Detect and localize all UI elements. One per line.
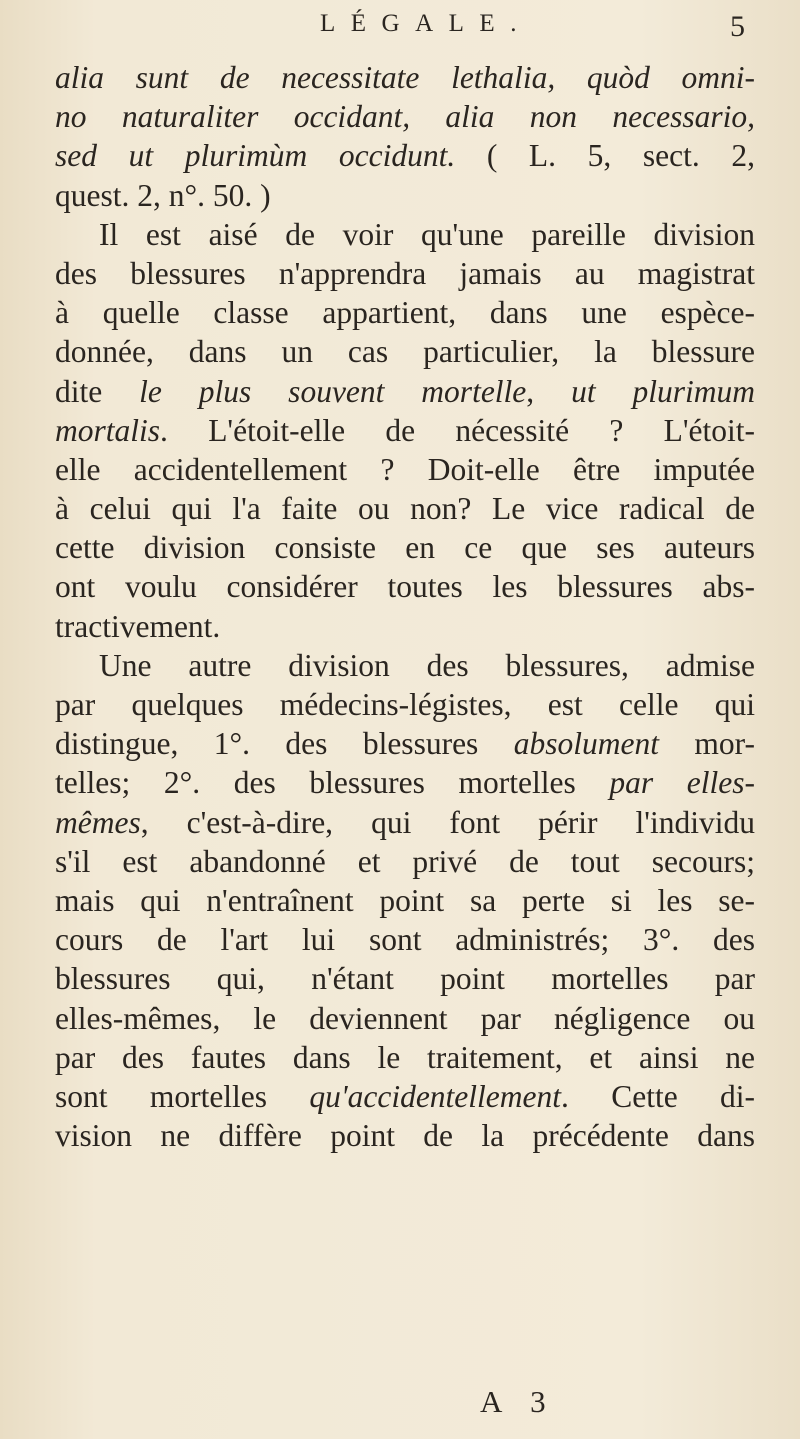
text-line xyxy=(55,803,755,842)
text-fragment: . Cette di- xyxy=(561,1078,755,1114)
text-line: elle accidentellement ? Doit-elle être imputée xyxy=(55,451,755,487)
text-fragment: . L'étoit-elle de nécessité ? L'étoit- xyxy=(160,412,755,448)
page-number: 5 xyxy=(730,10,745,43)
text-line: tractivement. xyxy=(55,608,221,644)
text-line: ont voulu considérer toutes les blessures abs- xyxy=(55,569,755,605)
text-fragment: dite xyxy=(55,373,140,409)
text-line xyxy=(55,372,755,411)
text-line xyxy=(55,136,755,175)
text-fragment: sont mortelles xyxy=(55,1078,310,1114)
latin-quote: sed ut plurimùm occidunt. xyxy=(55,138,456,174)
text-fragment: , xyxy=(526,373,572,409)
text-line: vision ne diffère point de la précédente dans xyxy=(55,1118,755,1154)
text-line: mais qui n'entraînent point sa perte si les se- xyxy=(55,882,755,918)
text-fragment: distingue, 1°. des blessures xyxy=(55,726,514,762)
page-header xyxy=(0,10,800,60)
body-text xyxy=(55,58,755,1155)
emphasis: le plus souvent mortelle xyxy=(139,373,527,409)
emphasis: mortalis xyxy=(55,412,161,448)
text-line: alia sunt de necessitate lethalia, quòd omni- xyxy=(55,60,755,95)
text-line: des blessures n'apprendra jamais au magistrat xyxy=(55,255,755,291)
text-line: quest. 2, n°. 50. ) xyxy=(55,177,271,213)
text-fragment: telles; 2°. des blessures mortelles xyxy=(55,765,610,801)
text-line: no naturaliter occidant, alia non necessario, xyxy=(55,99,755,135)
text-line xyxy=(55,724,755,763)
text-line: à celui qui l'a faite ou non? Le vice radical de xyxy=(55,491,755,527)
emphasis: qu'accidentellement xyxy=(309,1078,562,1114)
emphasis: par elles- xyxy=(609,765,755,801)
emphasis: mêmes xyxy=(55,804,141,840)
text-line: par quelques médecins-légistes, est celle qui xyxy=(55,687,755,722)
text-line xyxy=(55,763,755,802)
text-line: s'il est abandonné et privé de tout secours; xyxy=(55,843,755,879)
text-line: à quelle classe appartient, dans une espèce- xyxy=(55,295,755,331)
text-fragment: mor- xyxy=(658,726,755,762)
emphasis: ut plurimum xyxy=(571,373,755,409)
paragraph-start: Il est aisé de voir qu'une pareille division xyxy=(99,216,755,252)
text-line: blessures qui, n'étant point mortelles par xyxy=(55,961,755,997)
signature-mark: A 3 xyxy=(480,1384,557,1419)
citation: ( L. 5, sect. 2, xyxy=(455,138,755,174)
text-line: cours de l'art lui sont administrés; 3°. des xyxy=(55,922,755,958)
text-line: elles-mêmes, le deviennent par négligence ou xyxy=(55,1000,755,1036)
emphasis: absolument xyxy=(513,726,659,762)
text-line: cette division consiste en ce que ses auteurs xyxy=(55,530,755,566)
text-fragment: , c'est-à-dire, qui font périr l'individu xyxy=(140,804,755,840)
paragraph-start: Une autre division des blessures, admise xyxy=(99,647,755,683)
text-line: par des fautes dans le traitement, et ainsi ne xyxy=(55,1039,755,1075)
text-line: donnée, dans un cas particulier, la blessure xyxy=(55,334,755,370)
text-line xyxy=(55,1077,755,1116)
text-line xyxy=(55,411,755,450)
page-footer xyxy=(0,1384,800,1424)
running-head: LÉGALE. xyxy=(320,10,532,37)
